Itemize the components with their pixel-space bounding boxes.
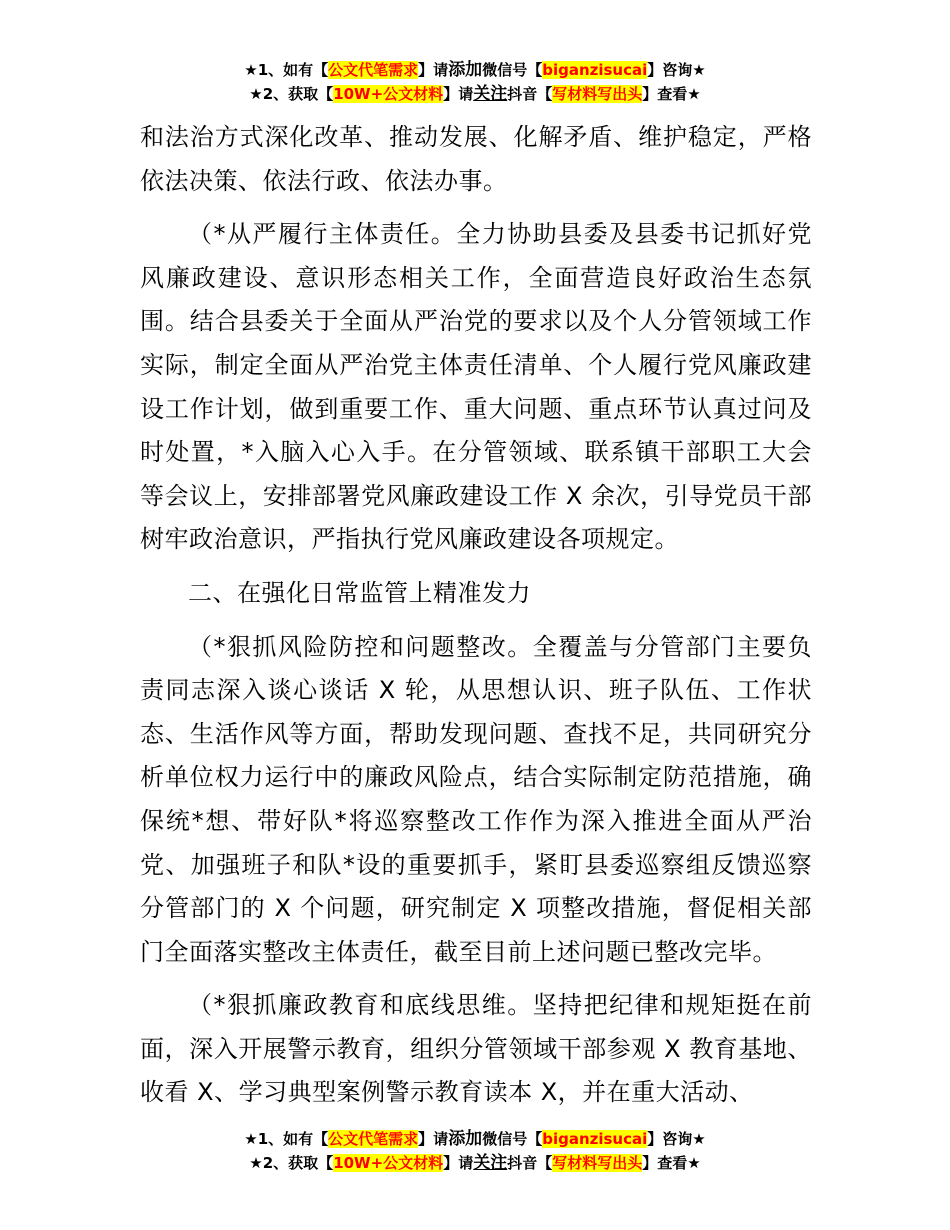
banner-text: 】请 [443,1154,474,1172]
section-heading: 二、在强化日常监管上精准发力 [188,578,531,607]
banner-emphasis: 添加 [448,60,483,80]
banner-emphasis: 添加 [448,1129,483,1149]
paragraph-body: （*狠抓廉政教育和底线思维。坚持把纪律和规矩挺在前面，深入开展警示教育，组织分管领域干部参观 X 教育基地、收看 X、学习典型案例警示教育读本 X，并在重大活动、 [140,991,812,1107]
paragraph-body: （*从严履行主体责任。全力协助县委及县委书记抓好党风廉政建设、意识形态相关工作，全面营造良好政治生态氛围。结合县委关于全面从严治党的要求以及个人分管领域工作实际，制定全面从严治党主体责任清单、个人履行党风廉政建设工作计划，做到重要工作、重大问题、重点环节认真过问及时处置，*入脑入心入手。在分管领域、联系镇干部职工大会等会议上，安排部署党风廉政建设工作 X 余次，引导党员干部树牢政治意识，严指执行党风廉政建设各项规定。 [140,220,812,554]
banner-text: 】请 [418,61,449,79]
highlight-service: 公文代笔需求 [328,1130,419,1148]
highlight-materials: 10W+公文材料 [333,1154,444,1172]
header-banner [0,58,950,106]
banner-text: 】查看★ [642,1154,701,1172]
banner-text: ★1、如有【 [244,1130,329,1148]
highlight-wechat-id: biganzisucai [542,1130,648,1148]
banner-line-1 [0,58,950,82]
banner-text: 】咨询★ [647,61,706,79]
banner-text: 微信号【 [482,1130,543,1148]
highlight-wechat-id: biganzisucai [542,61,648,79]
banner-text: ★2、获取【 [249,85,334,103]
banner-line-2 [0,1151,950,1175]
banner-text: 】咨询★ [647,1130,706,1148]
banner-text: 】查看★ [642,85,701,103]
banner-text: 】请 [443,85,474,103]
highlight-douyin-id: 写材料写出头 [552,1154,643,1172]
banner-line-2 [0,82,950,106]
banner-text: 】请 [418,1130,449,1148]
footer-banner [0,1127,950,1175]
banner-emphasis: 关注 [473,84,508,104]
banner-text: 抖音【 [507,1154,553,1172]
paragraph-continued: 和法治方式深化改革、推动发展、化解矛盾、维护稳定，严格依法决策、依法行政、依法办事。 [140,123,812,195]
document-body [140,116,812,1115]
banner-text: 抖音【 [507,85,553,103]
banner-emphasis: 关注 [473,1153,508,1173]
highlight-service: 公文代笔需求 [328,61,419,79]
banner-text: ★2、获取【 [249,1154,334,1172]
highlight-douyin-id: 写材料写出头 [552,85,643,103]
paragraph-body: （*狠抓风险防控和问题整改。全覆盖与分管部门主要负责同志深入谈心谈话 X 轮，从思想认识、班子队伍、工作状态、生活作风等方面，帮助发现问题、查找不足，共同研究分析单位权力运行中的廉政风险点，结合实际制定防范措施，确保统*想、带好队*将巡察整改工作作为深入推进全面从严治党、加强班子和队*设的重要抓手，紧盯县委巡察组反馈巡察分管部门的 X 个问题，研究制定 X 项整改措施，督促相关部门全面落实整改主体责任，截至目前上述问题已整改完毕。 [140,632,812,966]
banner-text: 微信号【 [482,61,543,79]
banner-text: ★1、如有【 [244,61,329,79]
banner-line-1 [0,1127,950,1151]
highlight-materials: 10W+公文材料 [333,85,444,103]
